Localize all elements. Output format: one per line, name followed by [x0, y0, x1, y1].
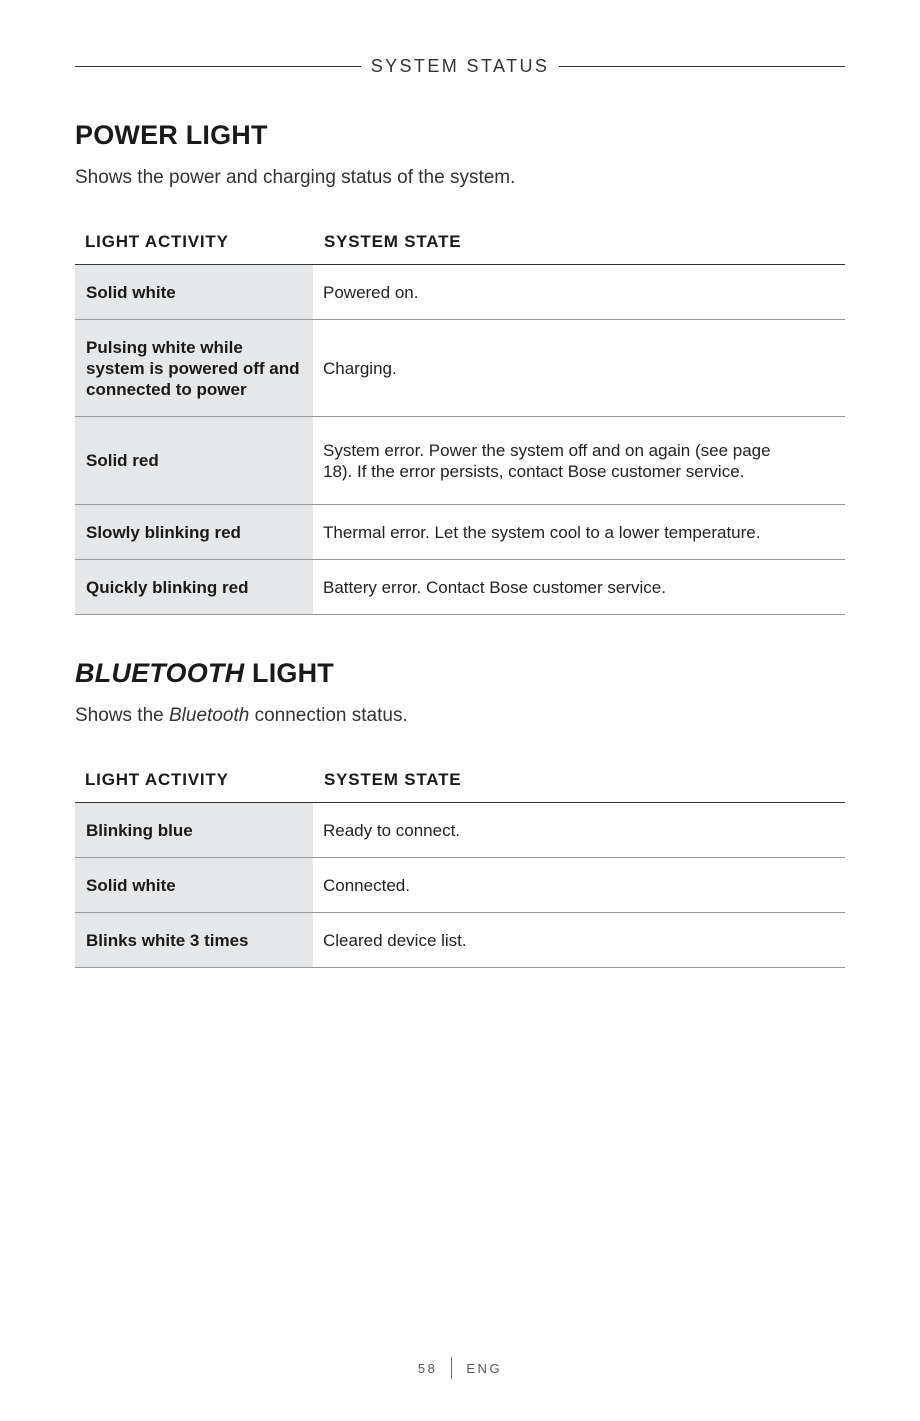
table-row [75, 913, 845, 968]
light-activity-cell: Solid white [75, 265, 313, 319]
header-rule-left [75, 66, 361, 67]
light-activity-cell: Blinking blue [75, 803, 313, 857]
system-state-cell: Ready to connect. [323, 820, 461, 840]
bluetooth-title-rest: LIGHT [244, 658, 335, 688]
description-text-after: connection status. [249, 705, 408, 726]
column-header-system-state: SYSTEM STATE [324, 232, 462, 251]
table-row [75, 858, 845, 913]
column-header-system-state: SYSTEM STATE [324, 770, 462, 789]
table-row [75, 560, 845, 615]
system-state-cell: Powered on. [323, 282, 419, 302]
light-activity-cell: Quickly blinking red [75, 560, 313, 614]
table-row [75, 505, 845, 560]
table-row [75, 320, 845, 417]
power-light-description: Shows the power and charging status of the system. [75, 167, 516, 188]
description-text-before: Shows the [75, 705, 169, 726]
light-activity-cell: Solid white [75, 858, 313, 912]
system-state-cell: Battery error. Contact Bose customer service. [323, 577, 666, 597]
table-header [75, 228, 845, 265]
system-state-cell: System error. Power the system off and on again (see page 18). If the error persists, contact Bose customer service. [323, 440, 771, 481]
bluetooth-light-title [75, 658, 334, 689]
table-row [75, 803, 845, 858]
column-header-light-activity: LIGHT ACTIVITY [85, 232, 229, 251]
system-state-cell: Charging. [323, 358, 397, 378]
footer-divider [451, 1357, 452, 1379]
system-state-cell: Cleared device list. [323, 930, 467, 950]
page-footer [0, 1356, 920, 1380]
bluetooth-light-table [75, 766, 845, 968]
system-state-cell: Connected. [323, 875, 410, 895]
bluetooth-title-italic: BLUETOOTH [75, 658, 245, 688]
light-activity-cell: Pulsing white while system is powered off and connected to power [75, 320, 313, 416]
header-rule-right [559, 66, 845, 67]
header-title: SYSTEM STATUS [370, 55, 550, 76]
table-header [75, 766, 845, 803]
page-header [75, 54, 845, 78]
language-label: ENG [466, 1360, 503, 1376]
light-activity-cell: Blinks white 3 times [75, 913, 313, 967]
power-light-table [75, 228, 845, 615]
column-header-light-activity: LIGHT ACTIVITY [85, 770, 229, 789]
table-row [75, 417, 845, 505]
power-light-title: POWER LIGHT [75, 120, 268, 150]
light-activity-cell: Solid red [75, 417, 313, 504]
system-state-cell: Thermal error. Let the system cool to a lower temperature. [323, 522, 761, 542]
page-number: 58 [417, 1360, 438, 1376]
light-activity-cell: Slowly blinking red [75, 505, 313, 559]
description-text-italic: Bluetooth [169, 705, 250, 726]
bluetooth-light-description [75, 705, 408, 727]
table-row [75, 265, 845, 320]
